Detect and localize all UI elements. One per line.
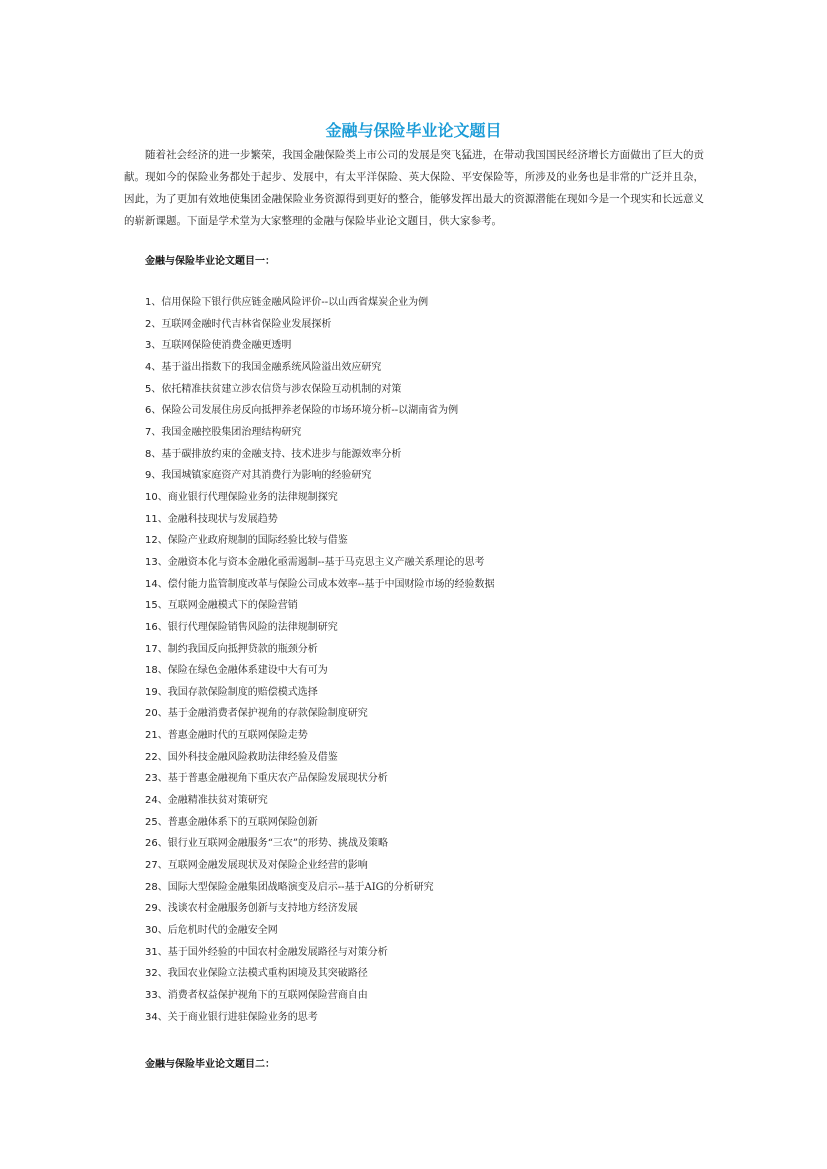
topic-text: 消费者权益保护视角下的互联网保险营商自由 — [167, 990, 368, 1001]
topic-item — [145, 772, 705, 794]
topic-number: 21、 — [145, 730, 168, 742]
topic-text: 依托精准扶贫建立涉农信贷与涉农保险互动机制的对策 — [161, 383, 402, 395]
topic-text: 银行代理保险销售风险的法律规制研究 — [167, 621, 338, 633]
topic-text: 金融资本化与资本金融化亟需遏制--基于马克思主义产融关系理论的思考 — [167, 556, 485, 568]
section-heading-2: 金融与保险毕业论文题目二： — [145, 1059, 275, 1070]
topic-item — [145, 491, 705, 513]
topic-number: 27、 — [145, 860, 168, 872]
topic-item — [145, 621, 705, 643]
topic-item — [145, 643, 705, 665]
topic-text: 制约我国反向抵押贷款的瓶颈分析 — [167, 643, 318, 655]
topic-number: 2、 — [145, 318, 162, 330]
topic-number: 15、 — [145, 600, 168, 612]
topic-number: 34、 — [145, 1011, 168, 1023]
topic-item — [145, 837, 705, 859]
topic-item — [145, 404, 705, 426]
topic-number: 6、 — [145, 405, 162, 417]
topic-item — [145, 1011, 705, 1033]
topic-text: 互联网金融时代吉林省保险业发展探析 — [161, 318, 332, 330]
topic-number: 5、 — [145, 383, 162, 395]
topic-number: 26、 — [145, 838, 168, 850]
topic-text: 基于金融消费者保护视角的存款保险制度研究 — [167, 708, 368, 720]
topic-number: 16、 — [145, 621, 168, 633]
topic-text: 保险公司发展住房反向抵押养老保险的市场环境分析--以湖南省为例 — [161, 405, 459, 417]
topic-number: 17、 — [145, 643, 168, 655]
topic-number: 30、 — [145, 925, 168, 937]
topic-number: 8、 — [145, 448, 162, 460]
topic-item — [145, 534, 705, 556]
topic-number: 13、 — [145, 556, 168, 568]
topic-number: 10、 — [145, 491, 168, 503]
topic-number: 24、 — [145, 795, 168, 807]
topic-number: 25、 — [145, 816, 168, 828]
topic-number: 18、 — [145, 665, 168, 677]
topic-number: 28、 — [145, 881, 168, 893]
topic-text: 金融精准扶贫对策研究 — [167, 795, 268, 807]
topic-list — [145, 296, 705, 1032]
topic-text: 浅谈农村金融服务创新与支持地方经济发展 — [167, 903, 358, 915]
topic-number: 1、 — [145, 297, 162, 308]
topic-text: 基于普惠金融视角下重庆农产品保险发展现状分析 — [167, 773, 388, 785]
topic-item — [145, 426, 705, 448]
topic-text: 我国存款保险制度的赔偿模式选择 — [167, 686, 318, 698]
topic-number: 9、 — [145, 470, 162, 482]
topic-text: 我国城镇家庭资产对其消费行为影响的经验研究 — [161, 470, 372, 482]
topic-item — [145, 578, 705, 600]
topic-text: 基于国外经验的中国农村金融发展路径与对策分析 — [167, 946, 388, 958]
topic-text: 基于溢出指数下的我国金融系统风险溢出效应研究 — [161, 361, 382, 373]
topic-text: 金融科技现状与发展趋势 — [167, 513, 278, 525]
topic-number: 14、 — [145, 578, 168, 590]
topic-item — [145, 448, 705, 470]
topic-text: 基于碳排放约束的金融支持、技术进步与能源效率分析 — [161, 448, 402, 460]
topic-number: 31、 — [145, 946, 168, 958]
topic-number: 29、 — [145, 903, 168, 915]
topic-number: 22、 — [145, 751, 168, 763]
topic-item — [145, 902, 705, 924]
topic-text: 普惠金融体系下的互联网保险创新 — [167, 816, 318, 828]
section-heading-1: 金融与保险毕业论文题目一： — [145, 256, 275, 267]
topic-number: 32、 — [145, 968, 168, 980]
topic-text: 我国农业保险立法模式重构困境及其突破路径 — [167, 968, 368, 980]
topic-item — [145, 318, 705, 340]
topic-text: 银行业互联网金融服务“三农”的形势、挑战及策略 — [167, 838, 388, 850]
topic-item — [145, 707, 705, 729]
topic-item — [145, 556, 705, 578]
intro-paragraph: 随着社会经济的进一步繁荣，我国金融保险类上市公司的发展是突飞猛进，在带动我国国民经济增长方面做出了巨大的贡献。现如今的保险业务都处于起步、发展中，有太平洋保险、英大保险、平安保险等，所涉及的业务也是非常的广泛并且杂，因此，为了更加有效地使集团金融保险业务资源得到更好的整合，能够发挥出最大的资源潜能在现如今是一个现实和长远意义的崭新课题。下面是学术堂为大家整理的金融与保险毕业论文题目，供大家参考。 — [124, 149, 704, 227]
topic-text: 保险在绿色金融体系建设中大有可为 — [167, 665, 328, 677]
topic-number: 7、 — [145, 426, 162, 438]
topic-text: 商业银行代理保险业务的法律规制探究 — [167, 491, 338, 503]
topic-item — [145, 751, 705, 773]
topic-text: 互联网金融模式下的保险营销 — [167, 600, 298, 612]
topic-item — [145, 383, 705, 405]
topic-item — [145, 729, 705, 751]
topic-text: 信用保险下银行供应链金融风险评价--以山西省煤炭企业为例 — [161, 297, 429, 308]
topic-item — [145, 599, 705, 621]
topic-text: 保险产业政府规制的国际经验比较与借鉴 — [167, 535, 348, 547]
topic-text: 普惠金融时代的互联网保险走势 — [167, 730, 308, 742]
topic-text: 我国金融控股集团治理结构研究 — [161, 426, 302, 438]
topic-number: 3、 — [145, 340, 162, 352]
topic-item — [145, 686, 705, 708]
topic-text: 国际大型保险金融集团战略演变及启示--基于AIG的分析研究 — [167, 881, 434, 893]
topic-text: 后危机时代的金融安全网 — [167, 925, 278, 937]
topic-text: 偿付能力监管制度改革与保险公司成本效率--基于中国财险市场的经验数据 — [167, 578, 495, 590]
topic-text: 互联网金融发展现状及对保险企业经营的影响 — [167, 860, 368, 872]
topic-text: 互联网保险使消费金融更透明 — [161, 340, 292, 352]
topic-item — [145, 881, 705, 903]
topic-item — [145, 967, 705, 989]
topic-number: 19、 — [145, 686, 168, 698]
topic-number: 20、 — [145, 708, 168, 720]
topic-number: 11、 — [145, 513, 168, 525]
topic-item — [145, 794, 705, 816]
topic-item — [145, 339, 705, 361]
topic-item — [145, 859, 705, 881]
topic-number: 12、 — [145, 535, 168, 547]
topic-item — [145, 361, 705, 383]
topic-text: 国外科技金融风险救助法律经验及借鉴 — [167, 751, 338, 763]
topic-item — [145, 946, 705, 968]
topic-item — [145, 989, 705, 1011]
topic-number: 4、 — [145, 361, 162, 373]
topic-item — [145, 513, 705, 535]
topic-item — [145, 469, 705, 491]
page-title: 金融与保险毕业论文题目 — [325, 121, 502, 140]
topic-text: 关于商业银行进驻保险业务的思考 — [167, 1011, 318, 1023]
topic-item — [145, 924, 705, 946]
topic-number: 33、 — [145, 990, 168, 1001]
topic-item — [145, 664, 705, 686]
topic-item — [145, 816, 705, 838]
topic-number: 23、 — [145, 773, 168, 785]
topic-item — [145, 296, 705, 318]
